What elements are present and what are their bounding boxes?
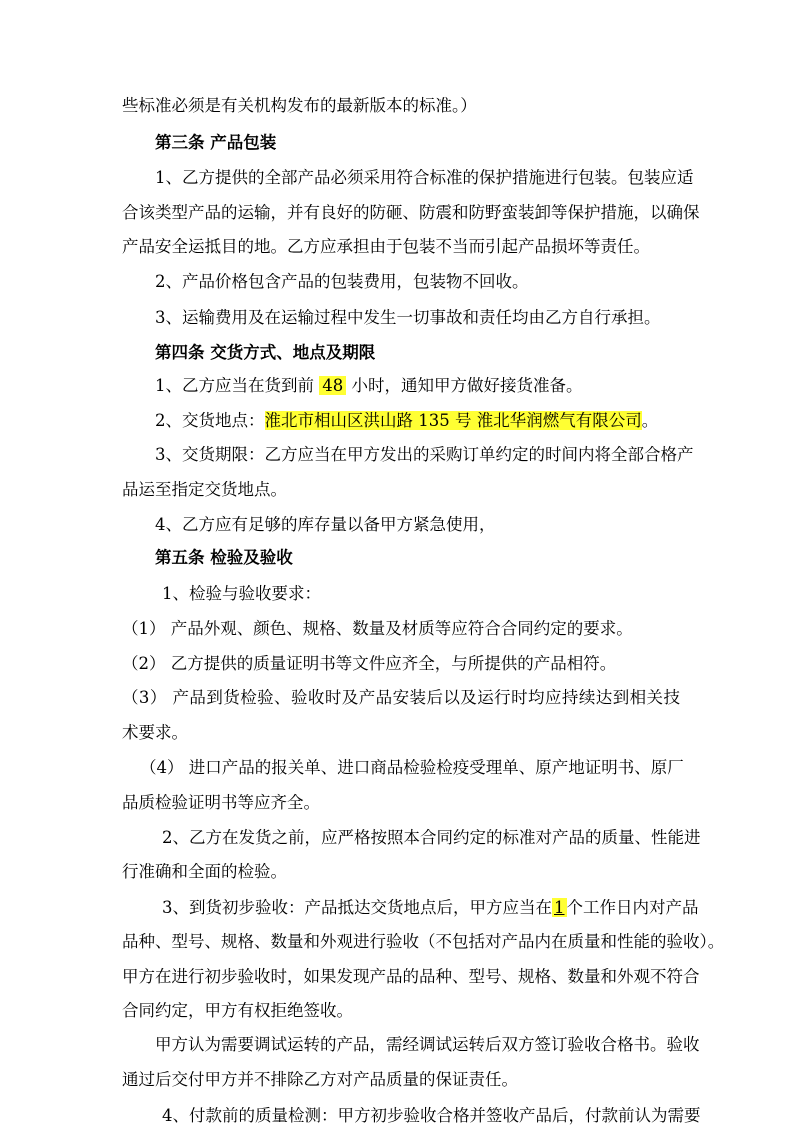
section-heading: 第三条 产品包装	[155, 133, 277, 152]
highlighted-value: 淮北市相山区洪山路 135 号 淮北华润燃气有限公司	[264, 411, 642, 430]
text-segment: 3、到货初步验收：产品抵达交货地点后，甲方应当在	[162, 898, 552, 917]
text-line: （1） 产品外观、颜色、规格、数量及材质等应符合合同约定的要求。	[122, 619, 633, 638]
text-line: 1、检验与验收要求：	[162, 584, 321, 603]
highlighted-value: 48	[319, 376, 346, 395]
text-line: 品运至指定交货地点。	[122, 480, 287, 499]
text-line: （2） 乙方提供的质量证明书等文件应齐全，与所提供的产品相符。	[122, 654, 617, 673]
text-line	[155, 374, 675, 398]
text-line: 行准确和全面的检验。	[122, 862, 287, 881]
text-segment: 2、交货地点：	[155, 411, 265, 430]
text-line: 品种、型号、规格、数量和外观进行验收（不包括对产品内在质量和性能的验收）。	[122, 932, 725, 951]
text-line	[155, 409, 675, 433]
highlighted-value: 1	[554, 898, 565, 917]
text-line: 3、运输费用及在运输过程中发生一切事故和责任均由乙方自行承担。	[155, 308, 661, 327]
text-line: 甲方认为需要调试运转的产品，需经调试运转后双方签订验收合格书。验收	[155, 1035, 700, 1054]
text-line: 2、产品价格包含产品的包装费用，包装物不回收。	[155, 272, 529, 291]
text-line: 合该类型产品的运输，并有良好的防砸、防震和防野蛮装卸等保护措施，以确保	[122, 203, 700, 222]
text-segment: 小时，通知甲方做好接货准备。	[351, 376, 583, 395]
text-segment: 个工作日内对产品	[566, 898, 699, 917]
text-line: 4、乙方应有足够的库存量以备甲方紧急使用，	[155, 515, 496, 534]
text-line	[162, 896, 699, 920]
text-line: 产品安全运抵目的地。乙方应承担由于包装不当而引起产品损坏等责任。	[122, 237, 650, 256]
text-line: 些标准必须是有关机构发布的最新版本的标准。）	[122, 96, 477, 115]
section-heading: 第四条 交货方式、地点及期限	[155, 343, 376, 362]
text-line: 品质检验证明书等应齐全。	[122, 793, 320, 812]
text-line: 通过后交付甲方并不排除乙方对产品质量的保证责任。	[122, 1070, 518, 1089]
text-line: 4、付款前的质量检测：甲方初步验收合格并签收产品后，付款前认为需要	[162, 1106, 701, 1125]
text-line: 甲方在进行初步验收时，如果发现产品的品种、型号、规格、数量和外观不符合	[122, 967, 700, 986]
text-line: 合同约定，甲方有权拒绝签收。	[122, 1001, 353, 1020]
text-line: 1、乙方提供的全部产品必须采用符合标准的保护措施进行包装。包装应适	[155, 168, 694, 187]
text-line: 2、乙方在发货之前，应严格按照本合同约定的标准对产品的质量、性能进	[162, 828, 701, 847]
text-line: （3） 产品到货检验、验收时及产品安装后以及运行时均应持续达到相关技	[122, 688, 680, 707]
text-segment: 。	[641, 411, 659, 430]
text-line: 3、交货期限：乙方应当在甲方发出的采购订单约定的时间内将全部合格产	[155, 445, 694, 464]
text-segment: 1、乙方应当在货到前	[155, 376, 314, 395]
text-line: 术要求。	[122, 723, 188, 742]
section-heading: 第五条 检验及验收	[155, 548, 293, 567]
text-line: （4） 进口产品的报关单、进口商品检验检疫受理单、原产地证明书、原厂	[140, 758, 684, 777]
